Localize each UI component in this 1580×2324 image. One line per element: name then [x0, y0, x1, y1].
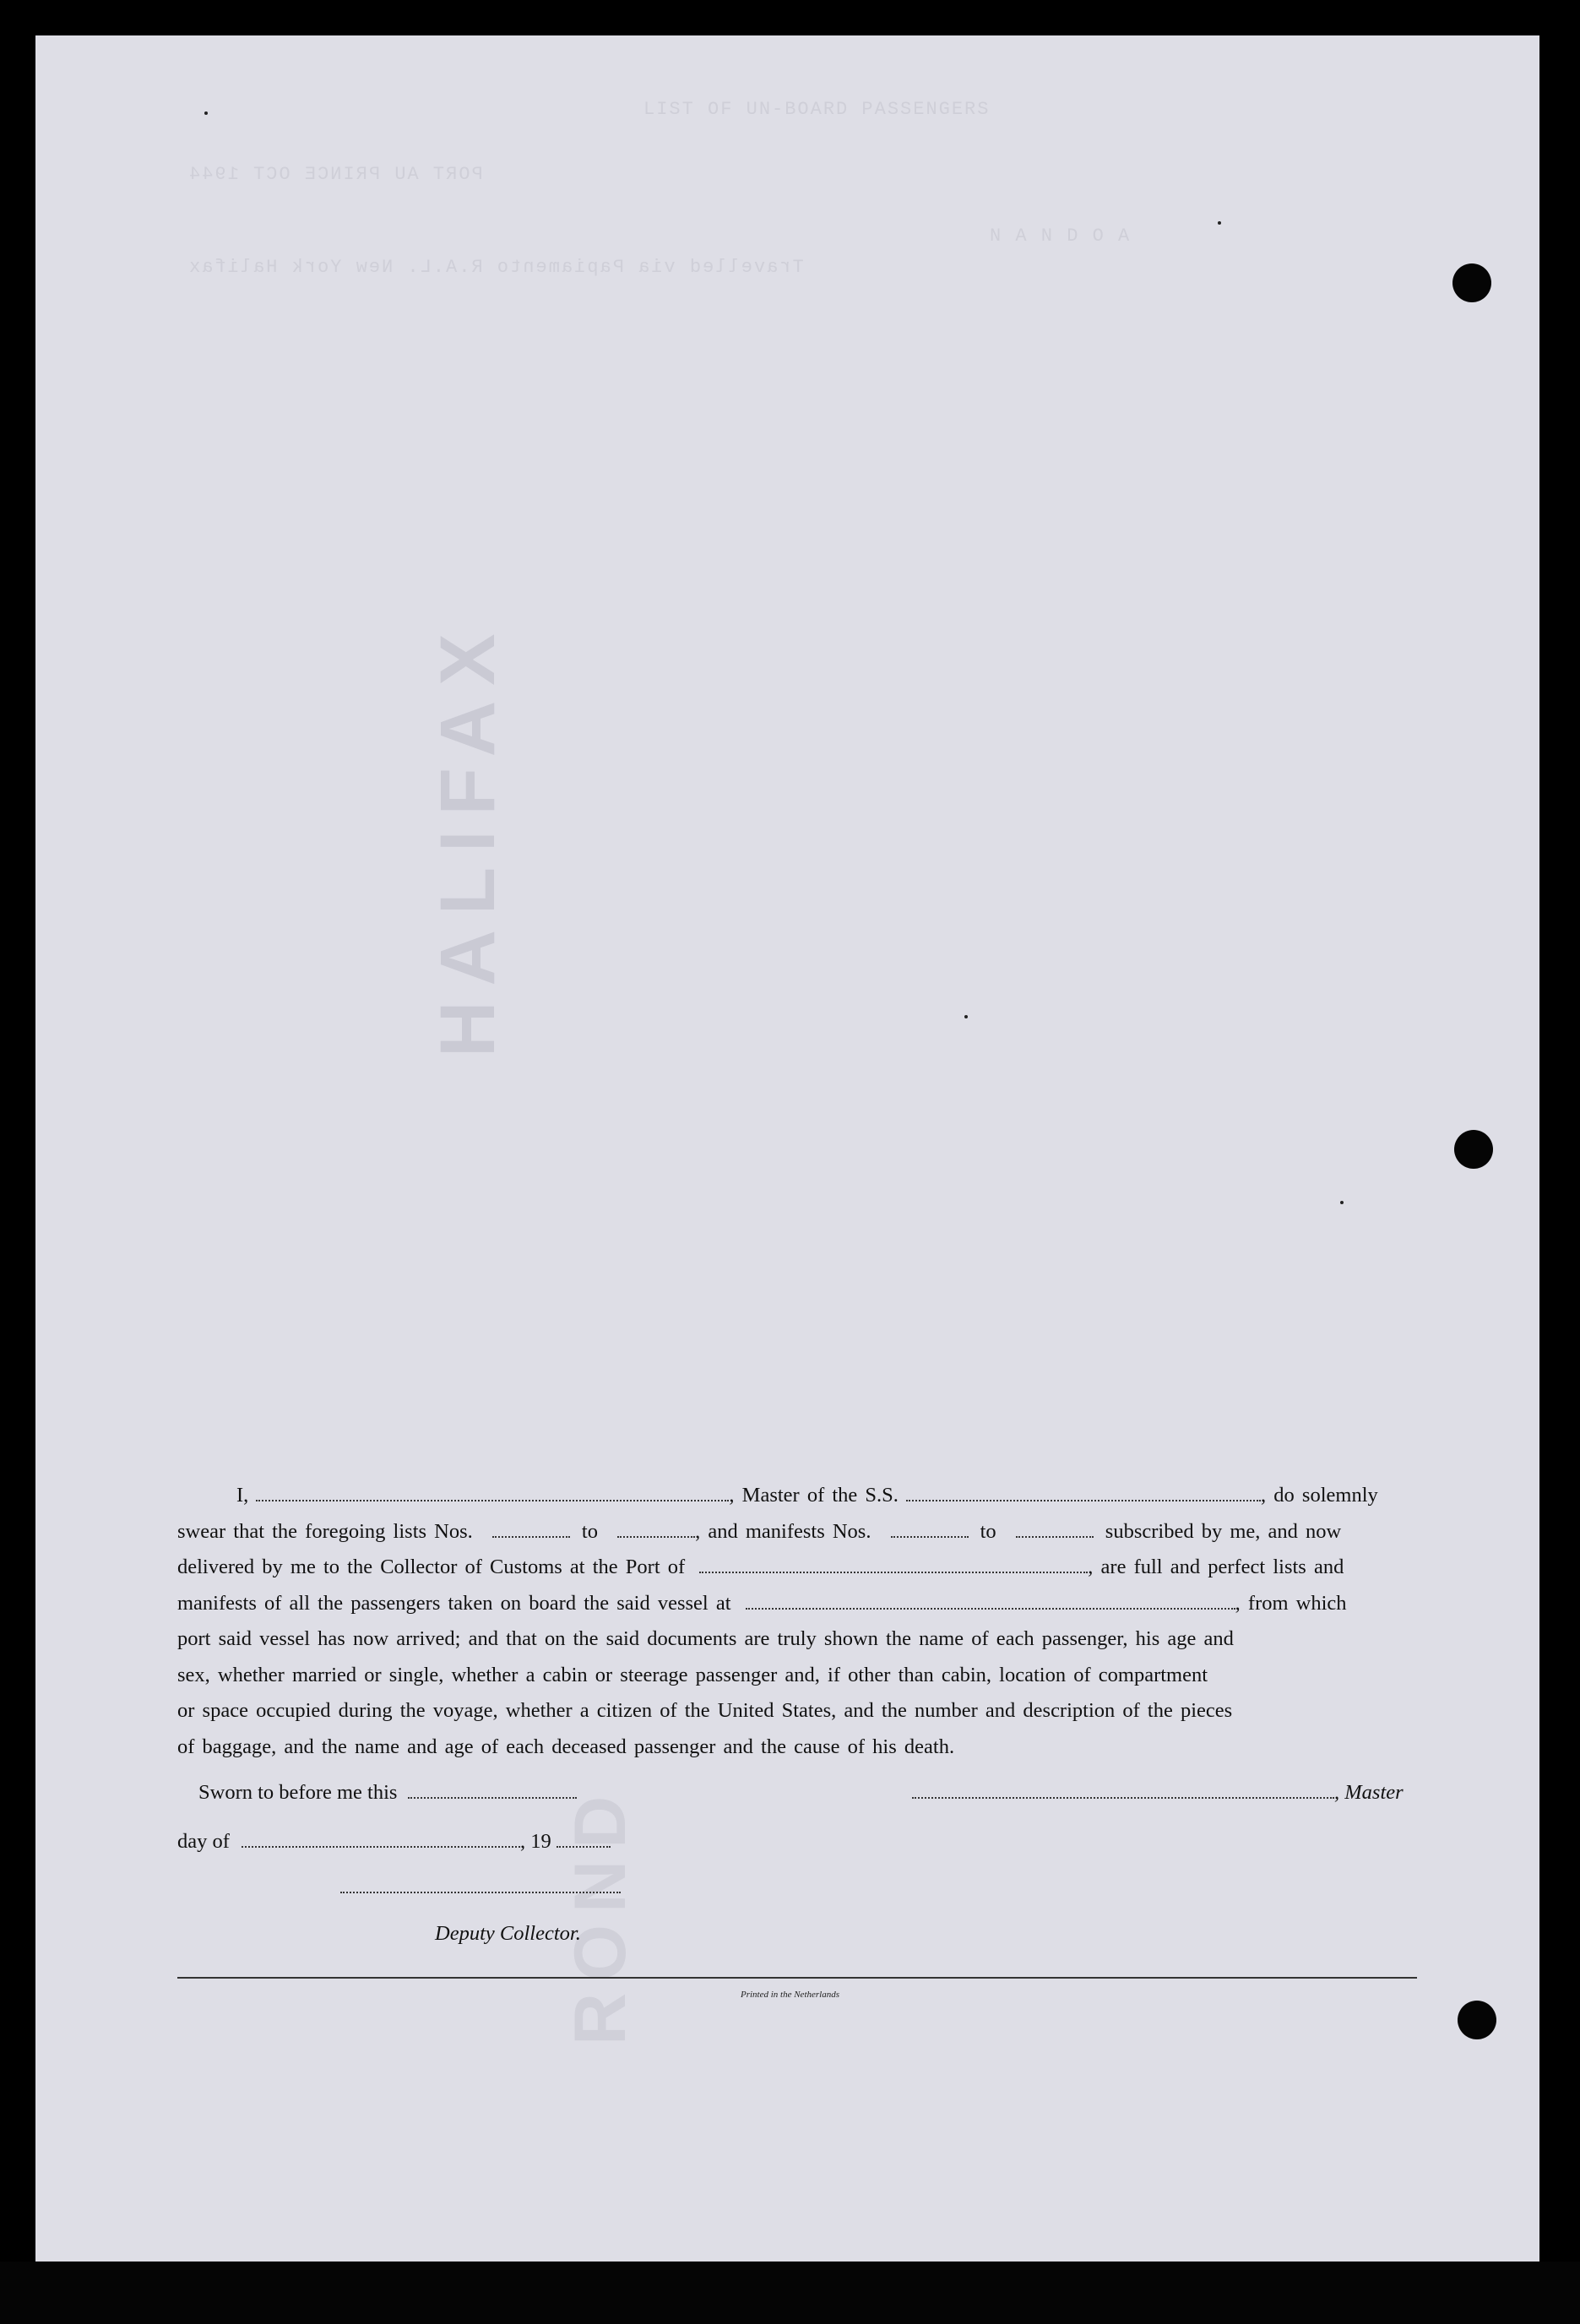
punch-hole-middle — [1454, 1130, 1493, 1169]
sworn-day-field[interactable] — [408, 1780, 577, 1799]
oath-line: sex, whether married or single, whether a cabin or steerage passenger and, if other than cabin, location of compartment — [177, 1663, 1208, 1686]
oath-line: port said vessel has now arrived; and that on the said documents are truly shown the name of each passenger, his age and — [177, 1627, 1234, 1650]
year-field[interactable] — [557, 1829, 611, 1848]
sworn-label: Sworn to before me this — [198, 1781, 398, 1804]
printed-note: Printed in the Netherlands — [740, 1990, 839, 2000]
origin-port-field[interactable] — [746, 1591, 1235, 1610]
manifest-to-field[interactable] — [1016, 1519, 1094, 1538]
ghost-header-line3: N A N D O A — [990, 225, 1132, 247]
rond-stamp: ROND — [560, 1784, 641, 2045]
list-to-field[interactable] — [617, 1519, 695, 1538]
port-field[interactable] — [699, 1555, 1088, 1573]
year-label: , 19 — [520, 1830, 551, 1853]
ship-name-field[interactable] — [906, 1483, 1261, 1501]
list-from-field[interactable] — [492, 1519, 570, 1538]
day-of-label: day of — [177, 1830, 230, 1853]
deputy-signature-field[interactable] — [340, 1875, 621, 1893]
ghost-header-line2: PORT AU PRINCE OCT 1944 — [187, 164, 483, 185]
master-label: , Master — [1334, 1781, 1404, 1804]
footer-rule — [177, 1977, 1417, 1979]
speck — [1340, 1201, 1344, 1204]
manifest-from-field[interactable] — [891, 1519, 969, 1538]
signature-block — [177, 1780, 1417, 1949]
oath-line: or space occupied during the voyage, whether a citizen of the United States, and the number and description of the pieces — [177, 1699, 1233, 1722]
master-name-field[interactable] — [256, 1483, 729, 1501]
oath-line: of baggage, and the name and age of each deceased passenger and the cause of his death. — [177, 1735, 955, 1758]
oath-line: swear that the foregoing lists Nos. to , and manifests Nos. to subscribed by me, and now — [177, 1519, 1342, 1543]
ghost-header-line4: Travelled via Papiamento R.A.L. New York Halifax — [187, 257, 804, 278]
month-field[interactable] — [242, 1829, 520, 1848]
punch-hole-top — [1452, 263, 1491, 302]
oath-line: delivered by me to the Collector of Customs at the Port of , are full and perfect lists and — [177, 1556, 1344, 1578]
oath-paragraph — [177, 1478, 1417, 1765]
speck — [1218, 221, 1221, 225]
punch-hole-bottom — [1458, 2001, 1496, 2039]
speck — [204, 111, 208, 115]
master-signature-field[interactable] — [912, 1780, 1334, 1799]
speck — [964, 1015, 968, 1018]
ghost-header-line1: LIST OF UN-BOARD PASSENGERS — [643, 99, 991, 120]
oath-line: manifests of all the passengers taken on board the said vessel at , from which — [177, 1591, 1347, 1615]
oath-line: I, , Master of the S.S. , do solemnly — [236, 1484, 1378, 1507]
halifax-stamp: HALIFAX — [425, 618, 511, 1057]
deputy-collector-label: Deputy Collector. — [435, 1922, 581, 1945]
scan-border — [0, 2262, 1580, 2324]
